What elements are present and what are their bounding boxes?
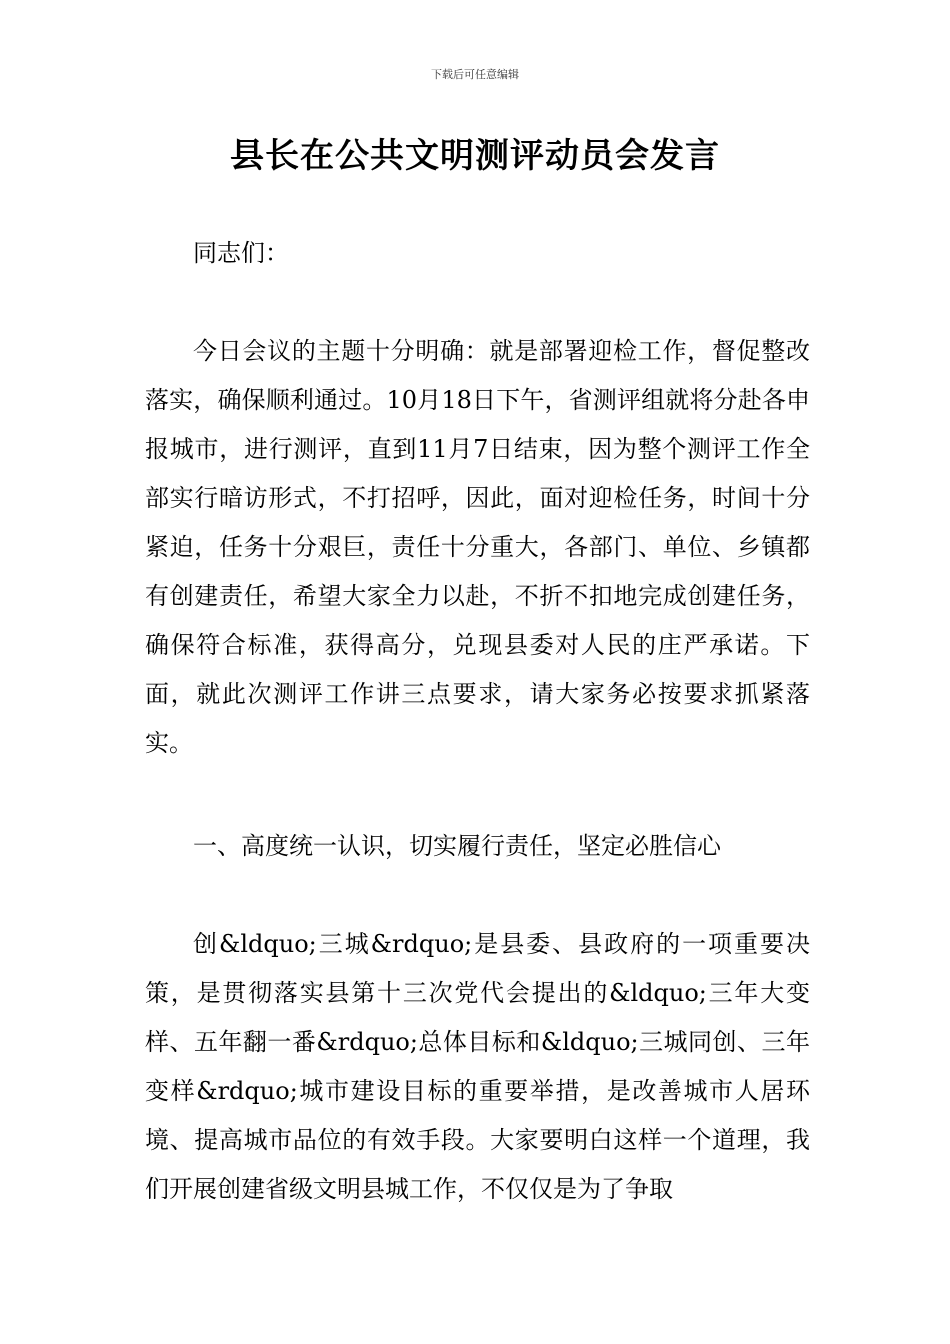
salutation: 同志们： bbox=[193, 239, 289, 267]
paragraph-intro: 今日会议的主题十分明确：就是部署迎检工作，督促整改落实，确保顺利通过。10月18日下午，省测评组就将分赴各申报城市，进行测评，直到11月7日结束，因为整个测评工作全部实行暗访形式，不打招呼，因此，面对迎检任务，时间十分紧迫，任务十分艰巨，责任十分重大，各部门、单位、乡镇都有创建责任，希望大家全力以赴，不折不扣地完成创建任务，确保符合标准，获得高分，兑现县委对人民的庄严承诺。下面，就此次测评工作讲三点要求，请大家务必按要求抓紧落实。 bbox=[145, 337, 810, 757]
document-title: 县长在公共文明测评动员会发言 bbox=[230, 136, 720, 176]
section-heading-1: 一、高度统一认识，切实履行责任，坚定必胜信心 bbox=[193, 832, 721, 860]
paragraph-section-1: 创&ldquo;三城&rdquo;是县委、县政府的一项重要决策，是贯彻落实县第十三次党代会提出的&ldquo;三年大变样、五年翻一番&rdquo;总体目标和&ldquo;三城同创、三年变样&rdquo;城市建设目标的重要举措，是改善城市人居环境、提高城市品位的有效手段。大家要明白这样一个道理，我们开展创建省级文明县城工作，不仅仅是为了争取 bbox=[145, 930, 810, 1203]
page-header-note: 下载后可任意编辑 bbox=[431, 68, 519, 81]
